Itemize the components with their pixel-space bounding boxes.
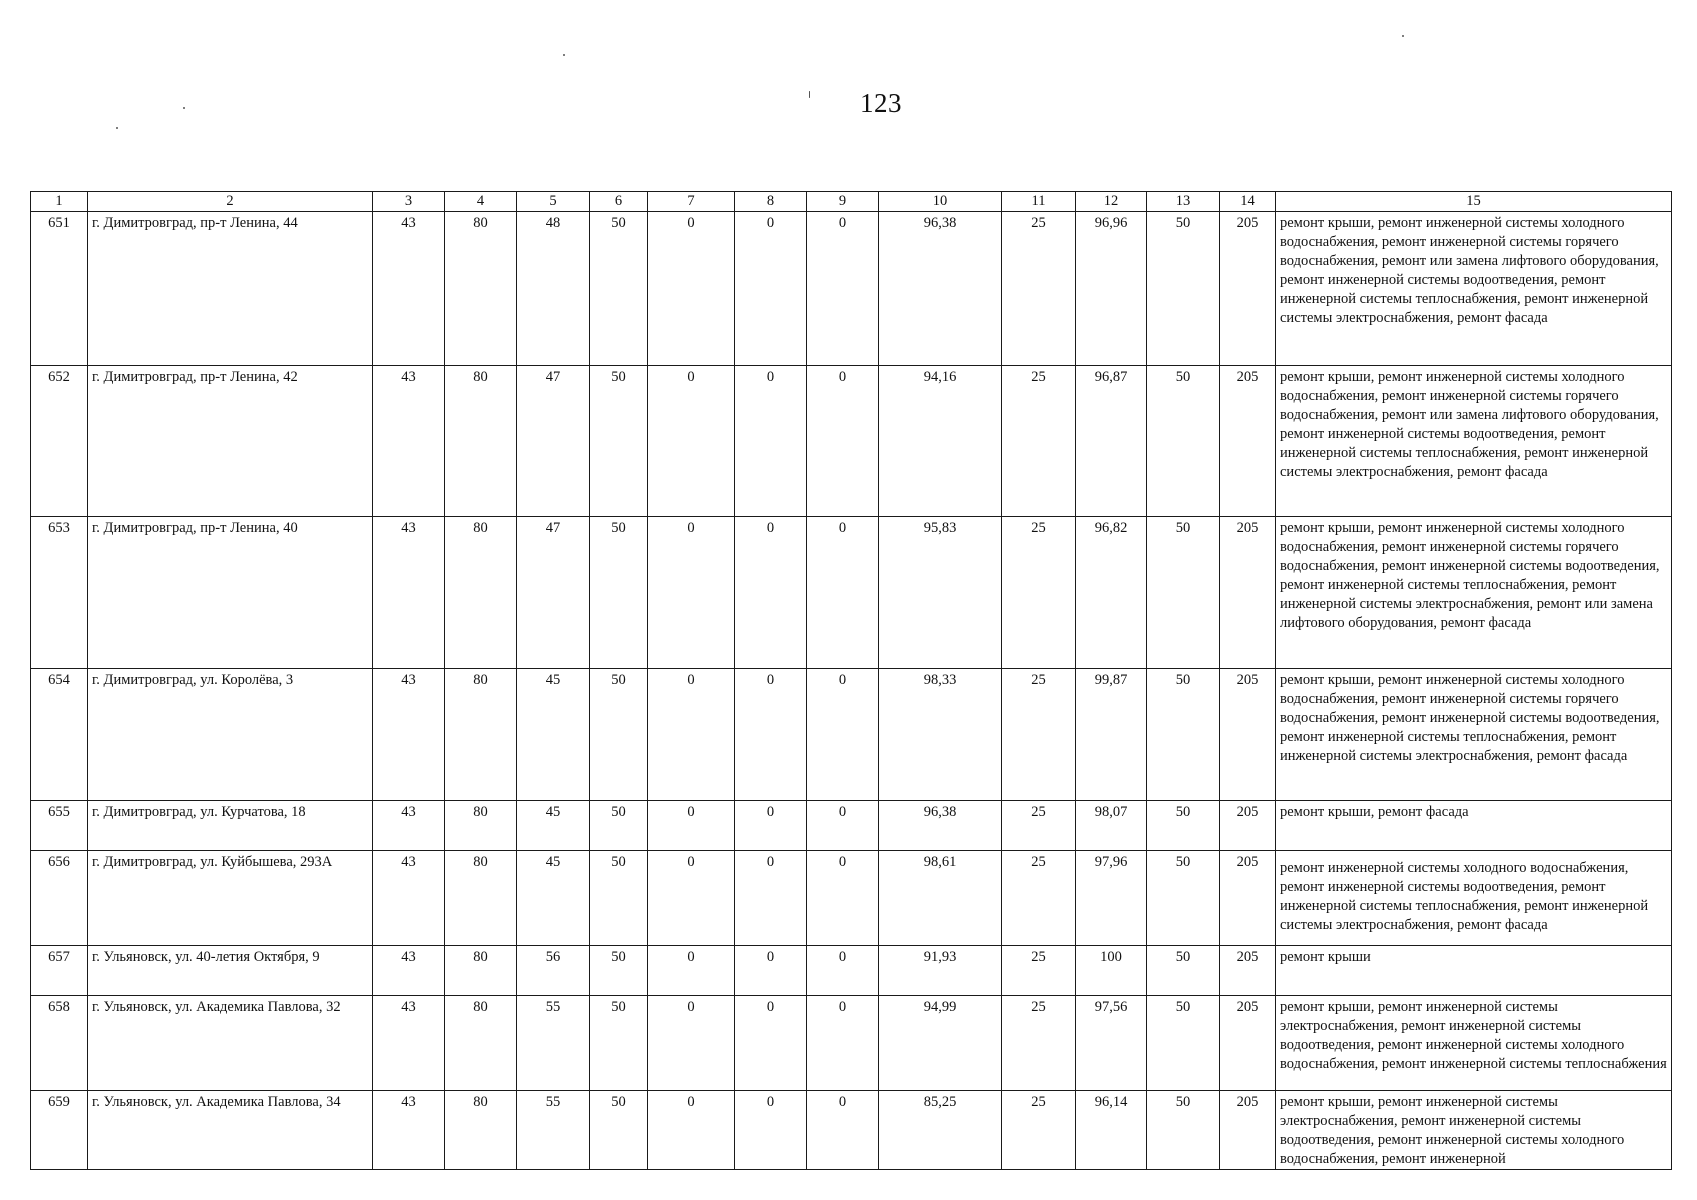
header-col-1: 1: [31, 192, 88, 212]
cell-col-13: 50: [1147, 801, 1220, 851]
table-row: [31, 851, 1672, 946]
header-col-3: 3: [373, 192, 445, 212]
header-col-5: 5: [517, 192, 590, 212]
address-cell: г. Ульяновск, ул. 40-летия Октября, 9: [88, 946, 373, 996]
header-col-11: 11: [1002, 192, 1076, 212]
cell-col-10: 95,83: [879, 517, 1002, 669]
cell-col-7: 0: [648, 1091, 735, 1170]
address-cell: г. Димитровград, ул. Королёва, 3: [88, 669, 373, 801]
cell-col-11: 25: [1002, 946, 1076, 996]
cell-col-14: 205: [1220, 801, 1276, 851]
cell-col-13: 50: [1147, 669, 1220, 801]
cell-col-13: 50: [1147, 212, 1220, 366]
cell-col-8: 0: [735, 212, 807, 366]
cell-col-4: 80: [445, 517, 517, 669]
cell-col-4: 80: [445, 212, 517, 366]
cell-col-6: 50: [590, 669, 648, 801]
row-number-cell: 658: [31, 996, 88, 1091]
cell-col-10: 96,38: [879, 212, 1002, 366]
work-types-cell: ремонт крыши, ремонт инженерной системы холодного водоснабжения, ремонт инженерной системы горячего водоснабжения, ремонт инженерной системы водоотведения, ремонт инженерной системы теплоснабжения, ремонт инженерной системы электроснабжения, ремонт фасада: [1276, 669, 1672, 801]
cell-col-12: 100: [1076, 946, 1147, 996]
cell-col-6: 50: [590, 517, 648, 669]
cell-col-14: 205: [1220, 946, 1276, 996]
cell-col-9: 0: [807, 801, 879, 851]
row-number-cell: 659: [31, 1091, 88, 1170]
scan-speck: [183, 107, 185, 109]
work-types-cell: ремонт крыши, ремонт фасада: [1276, 801, 1672, 851]
cell-col-10: 98,61: [879, 851, 1002, 946]
row-number-cell: 656: [31, 851, 88, 946]
cell-col-5: 48: [517, 212, 590, 366]
row-number-cell: 654: [31, 669, 88, 801]
cell-col-4: 80: [445, 996, 517, 1091]
cell-col-14: 205: [1220, 996, 1276, 1091]
cell-col-14: 205: [1220, 851, 1276, 946]
work-types-cell: ремонт инженерной системы холодного водоснабжения, ремонт инженерной системы водоотведения, ремонт инженерной системы теплоснабжения, ремонт инженерной системы электроснабжения, ремонт фасада: [1276, 851, 1672, 946]
cell-col-9: 0: [807, 212, 879, 366]
cell-col-6: 50: [590, 946, 648, 996]
cell-col-10: 85,25: [879, 1091, 1002, 1170]
table-row: [31, 669, 1672, 801]
cell-col-6: 50: [590, 1091, 648, 1170]
cell-col-8: 0: [735, 996, 807, 1091]
header-col-9: 9: [807, 192, 879, 212]
cell-col-14: 205: [1220, 517, 1276, 669]
cell-col-7: 0: [648, 366, 735, 517]
scan-speck: [563, 54, 565, 56]
page-number: 123: [860, 88, 902, 118]
cell-col-9: 0: [807, 996, 879, 1091]
column-number-header: [31, 192, 1672, 212]
cell-col-11: 25: [1002, 517, 1076, 669]
cell-col-13: 50: [1147, 1091, 1220, 1170]
cell-col-14: 205: [1220, 366, 1276, 517]
cell-col-7: 0: [648, 996, 735, 1091]
address-cell: г. Ульяновск, ул. Академика Павлова, 34: [88, 1091, 373, 1170]
table-row: [31, 996, 1672, 1091]
cell-col-8: 0: [735, 851, 807, 946]
cell-col-8: 0: [735, 801, 807, 851]
cell-col-11: 25: [1002, 1091, 1076, 1170]
cell-col-11: 25: [1002, 212, 1076, 366]
address-cell: г. Димитровград, ул. Курчатова, 18: [88, 801, 373, 851]
cell-col-5: 45: [517, 851, 590, 946]
cell-col-12: 97,96: [1076, 851, 1147, 946]
cell-col-6: 50: [590, 801, 648, 851]
work-types-cell: ремонт крыши, ремонт инженерной системы холодного водоснабжения, ремонт инженерной системы горячего водоснабжения, ремонт или замена лифтового оборудования, ремонт инженерной системы водоотведения, ремонт инженерной системы теплоснабжения, ремонт инженерной системы электроснабжения, ремонт фасада: [1276, 212, 1672, 366]
cell-col-11: 25: [1002, 801, 1076, 851]
cell-col-10: 96,38: [879, 801, 1002, 851]
table-row: [31, 1091, 1672, 1170]
header-col-13: 13: [1147, 192, 1220, 212]
cell-col-10: 91,93: [879, 946, 1002, 996]
cell-col-9: 0: [807, 1091, 879, 1170]
cell-col-5: 56: [517, 946, 590, 996]
header-col-12: 12: [1076, 192, 1147, 212]
cell-col-14: 205: [1220, 669, 1276, 801]
cell-col-12: 96,82: [1076, 517, 1147, 669]
cell-col-13: 50: [1147, 996, 1220, 1091]
register-table-body: [31, 192, 1672, 1170]
cell-col-3: 43: [373, 1091, 445, 1170]
work-types-cell: ремонт крыши, ремонт инженерной системы холодного водоснабжения, ремонт инженерной системы горячего водоснабжения, ремонт инженерной системы водоотведения, ремонт инженерной системы теплоснабжения, ремонт инженерной системы электроснабжения, ремонт или замена лифтового оборудования, ремонт фасада: [1276, 517, 1672, 669]
cell-col-3: 43: [373, 801, 445, 851]
cell-col-9: 0: [807, 946, 879, 996]
cell-col-11: 25: [1002, 851, 1076, 946]
register-table: [30, 191, 1672, 1170]
cell-col-6: 50: [590, 366, 648, 517]
row-number-cell: 652: [31, 366, 88, 517]
header-col-2: 2: [88, 192, 373, 212]
cell-col-9: 0: [807, 366, 879, 517]
cell-col-7: 0: [648, 946, 735, 996]
cell-col-5: 45: [517, 669, 590, 801]
cell-col-12: 98,07: [1076, 801, 1147, 851]
cell-col-7: 0: [648, 212, 735, 366]
cell-col-4: 80: [445, 1091, 517, 1170]
cell-col-7: 0: [648, 851, 735, 946]
table-row: [31, 212, 1672, 366]
cell-col-3: 43: [373, 851, 445, 946]
header-col-7: 7: [648, 192, 735, 212]
row-number-cell: 657: [31, 946, 88, 996]
cell-col-10: 98,33: [879, 669, 1002, 801]
cell-col-4: 80: [445, 366, 517, 517]
cell-col-14: 205: [1220, 1091, 1276, 1170]
cell-col-5: 47: [517, 517, 590, 669]
header-col-8: 8: [735, 192, 807, 212]
cell-col-12: 96,96: [1076, 212, 1147, 366]
header-col-4: 4: [445, 192, 517, 212]
cell-col-3: 43: [373, 366, 445, 517]
table-row: [31, 366, 1672, 517]
cell-col-12: 97,56: [1076, 996, 1147, 1091]
cell-col-12: 96,14: [1076, 1091, 1147, 1170]
table-row: [31, 517, 1672, 669]
cell-col-3: 43: [373, 669, 445, 801]
cell-col-12: 99,87: [1076, 669, 1147, 801]
work-types-cell: ремонт крыши: [1276, 946, 1672, 996]
cell-col-3: 43: [373, 212, 445, 366]
cell-col-3: 43: [373, 996, 445, 1091]
address-cell: г. Димитровград, пр-т Ленина, 44: [88, 212, 373, 366]
table-row: [31, 801, 1672, 851]
cell-col-5: 55: [517, 996, 590, 1091]
scan-speck: [116, 127, 118, 129]
cell-col-7: 0: [648, 517, 735, 669]
address-cell: г. Димитровград, пр-т Ленина, 42: [88, 366, 373, 517]
cell-col-8: 0: [735, 669, 807, 801]
cell-col-9: 0: [807, 669, 879, 801]
cell-col-8: 0: [735, 1091, 807, 1170]
cell-col-11: 25: [1002, 669, 1076, 801]
cell-col-13: 50: [1147, 366, 1220, 517]
cell-col-4: 80: [445, 801, 517, 851]
cell-col-9: 0: [807, 517, 879, 669]
cell-col-7: 0: [648, 801, 735, 851]
header-col-10: 10: [879, 192, 1002, 212]
row-number-cell: 651: [31, 212, 88, 366]
address-cell: г. Ульяновск, ул. Академика Павлова, 32: [88, 996, 373, 1091]
cell-col-12: 96,87: [1076, 366, 1147, 517]
cell-col-13: 50: [1147, 851, 1220, 946]
address-cell: г. Димитровград, ул. Куйбышева, 293А: [88, 851, 373, 946]
cell-col-3: 43: [373, 517, 445, 669]
cell-col-10: 94,99: [879, 996, 1002, 1091]
scan-speck: [1402, 35, 1404, 37]
cell-col-4: 80: [445, 946, 517, 996]
cell-col-4: 80: [445, 669, 517, 801]
row-number-cell: 653: [31, 517, 88, 669]
cell-col-11: 25: [1002, 366, 1076, 517]
cell-col-13: 50: [1147, 946, 1220, 996]
cell-col-8: 0: [735, 517, 807, 669]
cell-col-9: 0: [807, 851, 879, 946]
cell-col-8: 0: [735, 946, 807, 996]
cell-col-3: 43: [373, 946, 445, 996]
cell-col-11: 25: [1002, 996, 1076, 1091]
cell-col-6: 50: [590, 212, 648, 366]
cell-col-6: 50: [590, 996, 648, 1091]
cell-col-14: 205: [1220, 212, 1276, 366]
cell-col-5: 55: [517, 1091, 590, 1170]
cell-col-6: 50: [590, 851, 648, 946]
work-types-cell: ремонт крыши, ремонт инженерной системы электроснабжения, ремонт инженерной системы водоотведения, ремонт инженерной системы холодного водоснабжения, ремонт инженерной системы теплоснабжения: [1276, 996, 1672, 1091]
work-types-cell: ремонт крыши, ремонт инженерной системы электроснабжения, ремонт инженерной системы водоотведения, ремонт инженерной системы холодного водоснабжения, ремонт инженерной: [1276, 1091, 1672, 1170]
cell-col-4: 80: [445, 851, 517, 946]
table-row: [31, 946, 1672, 996]
header-col-15: 15: [1276, 192, 1672, 212]
cell-col-7: 0: [648, 669, 735, 801]
row-number-cell: 655: [31, 801, 88, 851]
header-col-14: 14: [1220, 192, 1276, 212]
cell-col-8: 0: [735, 366, 807, 517]
scan-speck: [809, 91, 810, 98]
cell-col-13: 50: [1147, 517, 1220, 669]
address-cell: г. Димитровград, пр-т Ленина, 40: [88, 517, 373, 669]
cell-col-5: 45: [517, 801, 590, 851]
work-types-cell: ремонт крыши, ремонт инженерной системы холодного водоснабжения, ремонт инженерной системы горячего водоснабжения, ремонт или замена лифтового оборудования, ремонт инженерной системы водоотведения, ремонт инженерной системы теплоснабжения, ремонт инженерной системы электроснабжения, ремонт фасада: [1276, 366, 1672, 517]
header-col-6: 6: [590, 192, 648, 212]
cell-col-10: 94,16: [879, 366, 1002, 517]
cell-col-5: 47: [517, 366, 590, 517]
